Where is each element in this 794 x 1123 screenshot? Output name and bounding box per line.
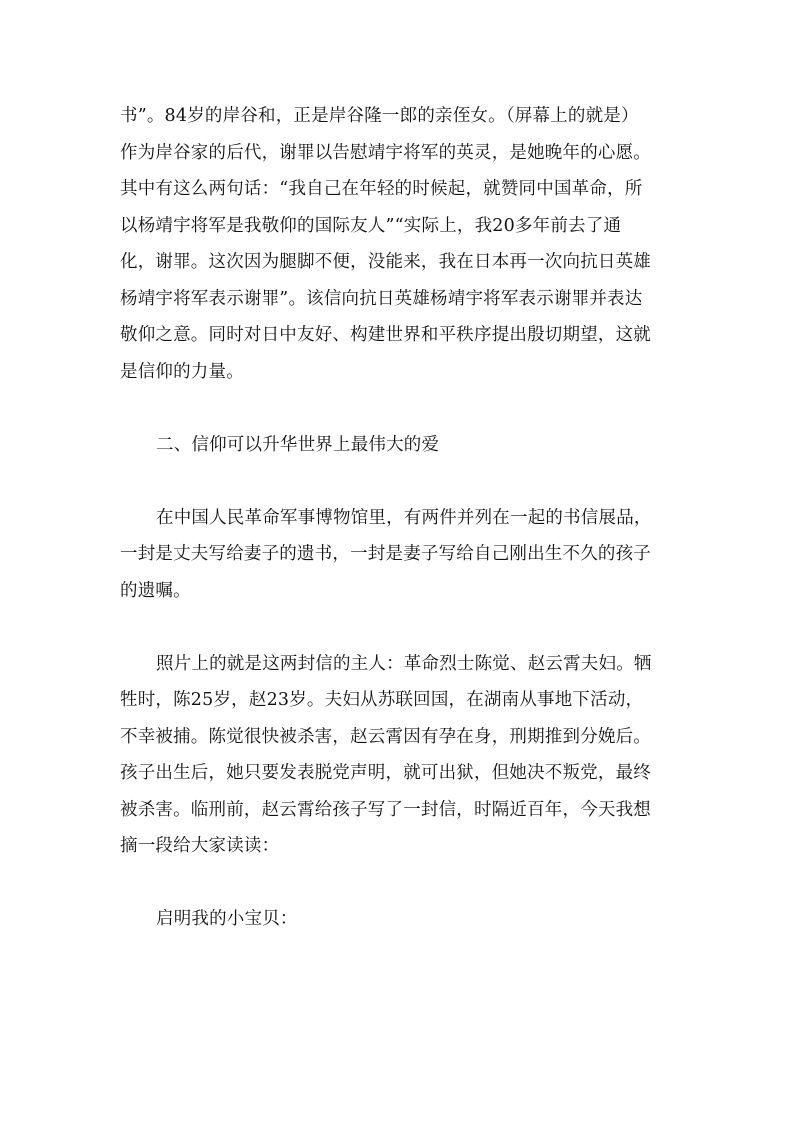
text-line: 一封是丈夫写给妻子的遗书，一封是妻子写给自己刚出生不久的孩子 (120, 544, 651, 564)
document-body (120, 98, 680, 938)
text-line: 的遗嘱。 (120, 580, 191, 601)
text-line: 牲时，陈25岁，赵23岁。夫妇从苏联回国，在湖南从事地下活动， (120, 690, 644, 710)
text-line: 化，谢罪。这次因为腿脚不便，没能来，我在日本再一次向抗日英雄 (120, 252, 651, 272)
text-line: 孩子出生后，她只要发表脱党声明，就可出狱，但她决不叛党，最终 (120, 763, 651, 783)
text-line: 是信仰的力量。 (120, 361, 244, 382)
section-heading-2 (120, 427, 680, 464)
paragraph-spacer (120, 463, 680, 500)
text-line: 杨靖宇将军表示谢罪”。该信向抗日英雄杨靖宇将军表示谢罪并表达 (120, 288, 643, 309)
letter-salutation-text: 启明我的小宝贝： (156, 909, 298, 929)
text-line: 以杨靖宇将军是我敬仰的国际友人”“实际上，我20多年前去了通 (120, 215, 622, 236)
paragraph-spacer (120, 390, 680, 427)
text-line: 摘一段给大家读读： (120, 836, 280, 856)
text-line: 敬仰之意。同时对日中友好、构建世界和平秩序提出殷切期望，这就 (120, 325, 651, 345)
text-line: 照片上的就是这两封信的主人：革命烈士陈觉、赵云霄夫妇。牺 (156, 653, 652, 674)
paragraph-spacer (120, 609, 680, 646)
section-heading-text: 二、信仰可以升华世界上最伟大的爱 (156, 434, 440, 455)
text-line: 在中国人民革命军事博物馆里，有两件并列在一起的书信展品， (156, 507, 652, 528)
paragraph-martyrs (120, 646, 680, 865)
text-line: 不幸被捕。陈觉很快被杀害，赵云霄因有孕在身，刑期推到分娩后。 (120, 726, 651, 747)
text-line: 书”。84岁的岸谷和，正是岸谷隆一郎的亲侄女。（屏幕上的就是） (120, 106, 639, 126)
text-line: 其中有这么两句话：“我自己在年轻的时候起，就赞同中国革命，所 (120, 179, 643, 199)
paragraph-letter-salutation (120, 901, 680, 938)
paragraph-spacer (120, 865, 680, 902)
paragraph-museum-letters (120, 500, 680, 610)
text-line: 被杀害。临刑前，赵云霄给孩子写了一封信，时隔近百年，今天我想 (120, 799, 651, 820)
text-line: 作为岸谷家的后代，谢罪以告慰靖宇将军的英灵，是她晚年的心愿。 (120, 142, 651, 163)
paragraph-kishitani-letter (120, 98, 680, 390)
